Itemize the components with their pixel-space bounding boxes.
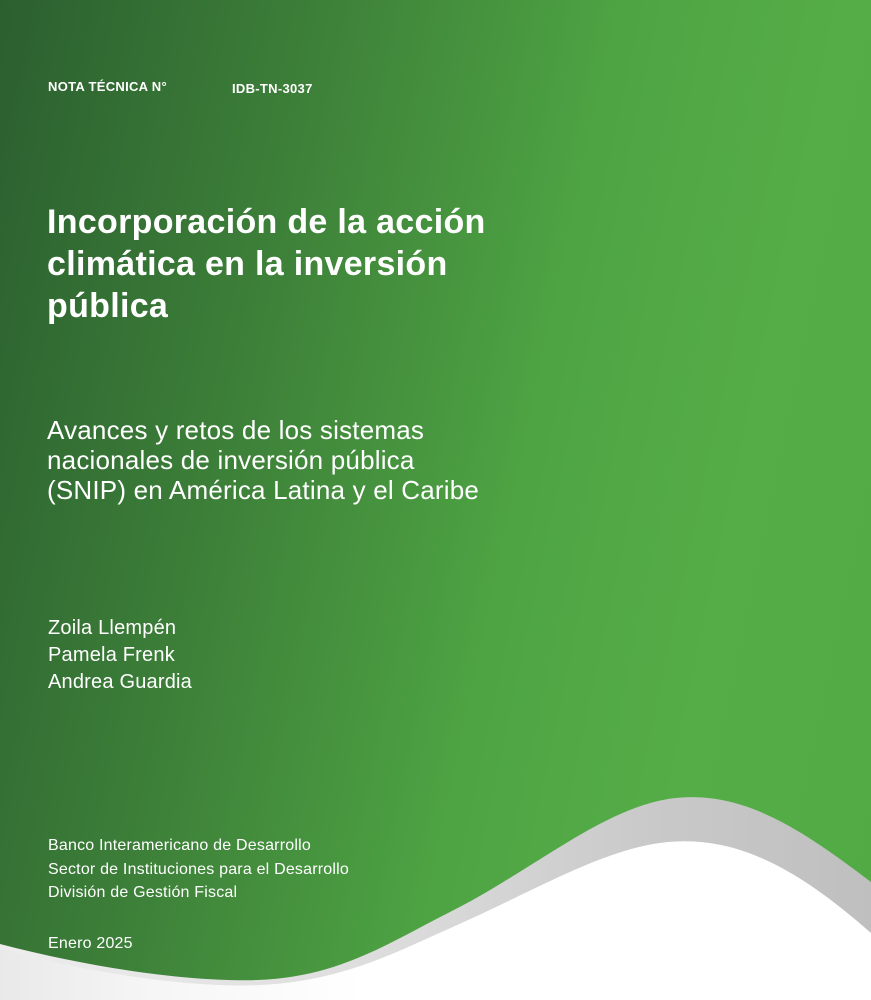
publisher-line-3: División de Gestión Fiscal (48, 884, 238, 901)
doc-type-label: NOTA TÉCNICA N° (48, 79, 167, 94)
authors-list (48, 615, 192, 696)
publisher-line-1: Banco Interamericano de Desarrollo (48, 837, 311, 854)
subtitle-line-3: (SNIP) en América Latina y el Caribe (47, 475, 480, 505)
publication-date: Enero 2025 (48, 935, 133, 952)
author-name: Pamela Frenk (48, 644, 175, 666)
publisher-line-2: Sector de Instituciones para el Desarrollo (48, 860, 349, 878)
doc-number: IDB-TN-3037 (232, 81, 313, 96)
subtitle-line-1: Avances y retos de los sistemas (47, 415, 425, 445)
title-line-2: climática en la inversión (47, 245, 448, 283)
page-subtitle (47, 415, 479, 505)
title-line-1: Incorporación de la acción (47, 203, 486, 241)
title-line-3: pública (47, 287, 169, 325)
author-name: Zoila Llempén (48, 617, 177, 639)
subtitle-line-2: nacionales de inversión pública (47, 445, 415, 475)
publisher-info (48, 834, 349, 905)
page-title (47, 201, 486, 327)
author-name: Andrea Guardia (48, 671, 193, 693)
